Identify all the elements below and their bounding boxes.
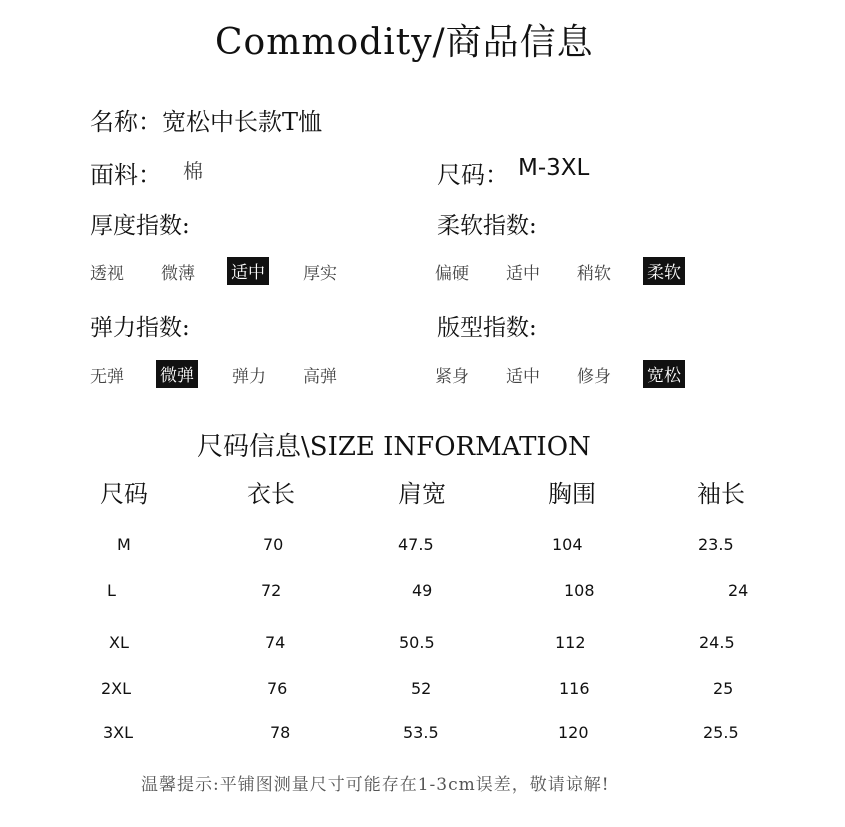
fit-option-medium: 适中 — [506, 367, 540, 387]
size-info-title: 尺码信息\SIZE INFORMATION — [197, 432, 591, 462]
table-cell: 24 — [728, 581, 749, 600]
table-cell: 25.5 — [703, 723, 739, 742]
table-cell: 24.5 — [699, 633, 735, 652]
table-cell: 3XL — [103, 723, 134, 742]
table-cell: L — [107, 581, 116, 600]
table-cell: 70 — [263, 535, 284, 554]
table-cell: XL — [109, 633, 129, 652]
fabric-label: 面料： — [90, 161, 162, 189]
table-cell: 47.5 — [398, 535, 434, 554]
table-cell: 53.5 — [403, 723, 439, 742]
softness-option-slightly-soft: 稍软 — [577, 264, 611, 284]
table-cell: 52 — [411, 679, 432, 698]
table-cell: 104 — [552, 535, 583, 554]
table-cell: 116 — [559, 679, 590, 698]
table-cell: 78 — [270, 723, 291, 742]
table-cell: 49 — [412, 581, 433, 600]
fabric-value: 棉 — [183, 159, 203, 183]
thickness-option-medium-selected: 适中 — [227, 257, 269, 285]
table-cell: 72 — [261, 581, 282, 600]
table-cell: 108 — [564, 581, 595, 600]
name-value: 宽松中长款T恤 — [162, 108, 323, 136]
thickness-option-thick: 厚实 — [303, 264, 337, 284]
thickness-option-see-through: 透视 — [90, 264, 124, 284]
header-sleeve: 袖长 — [697, 480, 745, 508]
size-range-label: 尺码： — [437, 161, 509, 189]
header-size: 尺码 — [100, 480, 148, 508]
fit-option-loose-selected: 宽松 — [643, 360, 685, 388]
softness-option-hard: 偏硬 — [435, 264, 469, 284]
page-title: Commodity/商品信息 — [215, 22, 594, 63]
elasticity-option-elastic: 弹力 — [232, 367, 266, 387]
name-label: 名称： — [90, 108, 162, 136]
header-length: 衣长 — [247, 480, 295, 508]
fit-option-slim: 修身 — [577, 367, 611, 387]
table-cell: 23.5 — [698, 535, 734, 554]
thickness-option-thin: 微薄 — [161, 264, 195, 284]
table-cell: 50.5 — [399, 633, 435, 652]
table-cell: 25 — [713, 679, 734, 698]
header-chest: 胸围 — [548, 480, 596, 508]
table-cell: 74 — [265, 633, 286, 652]
elasticity-option-high: 高弹 — [303, 367, 337, 387]
elasticity-option-none: 无弹 — [90, 367, 124, 387]
fit-label: 版型指数: — [437, 315, 537, 341]
table-cell: 120 — [558, 723, 589, 742]
table-cell: 2XL — [101, 679, 132, 698]
header-shoulder: 肩宽 — [398, 480, 446, 508]
table-cell: M — [117, 535, 131, 554]
product-name — [90, 102, 322, 137]
size-range-value: M-3XL — [518, 155, 590, 181]
softness-label: 柔软指数: — [437, 213, 537, 239]
table-cell: 76 — [267, 679, 288, 698]
softness-option-soft-selected: 柔软 — [643, 257, 685, 285]
thickness-label: 厚度指数: — [90, 213, 190, 239]
fit-option-tight: 紧身 — [435, 367, 469, 387]
softness-option-medium: 适中 — [506, 264, 540, 284]
elasticity-label: 弹力指数: — [90, 315, 190, 341]
measurement-note: 温馨提示:平铺图测量尺寸可能存在1-3cm误差，敬请谅解! — [141, 775, 610, 795]
table-cell: 112 — [555, 633, 586, 652]
elasticity-option-slight-selected: 微弹 — [156, 360, 198, 388]
